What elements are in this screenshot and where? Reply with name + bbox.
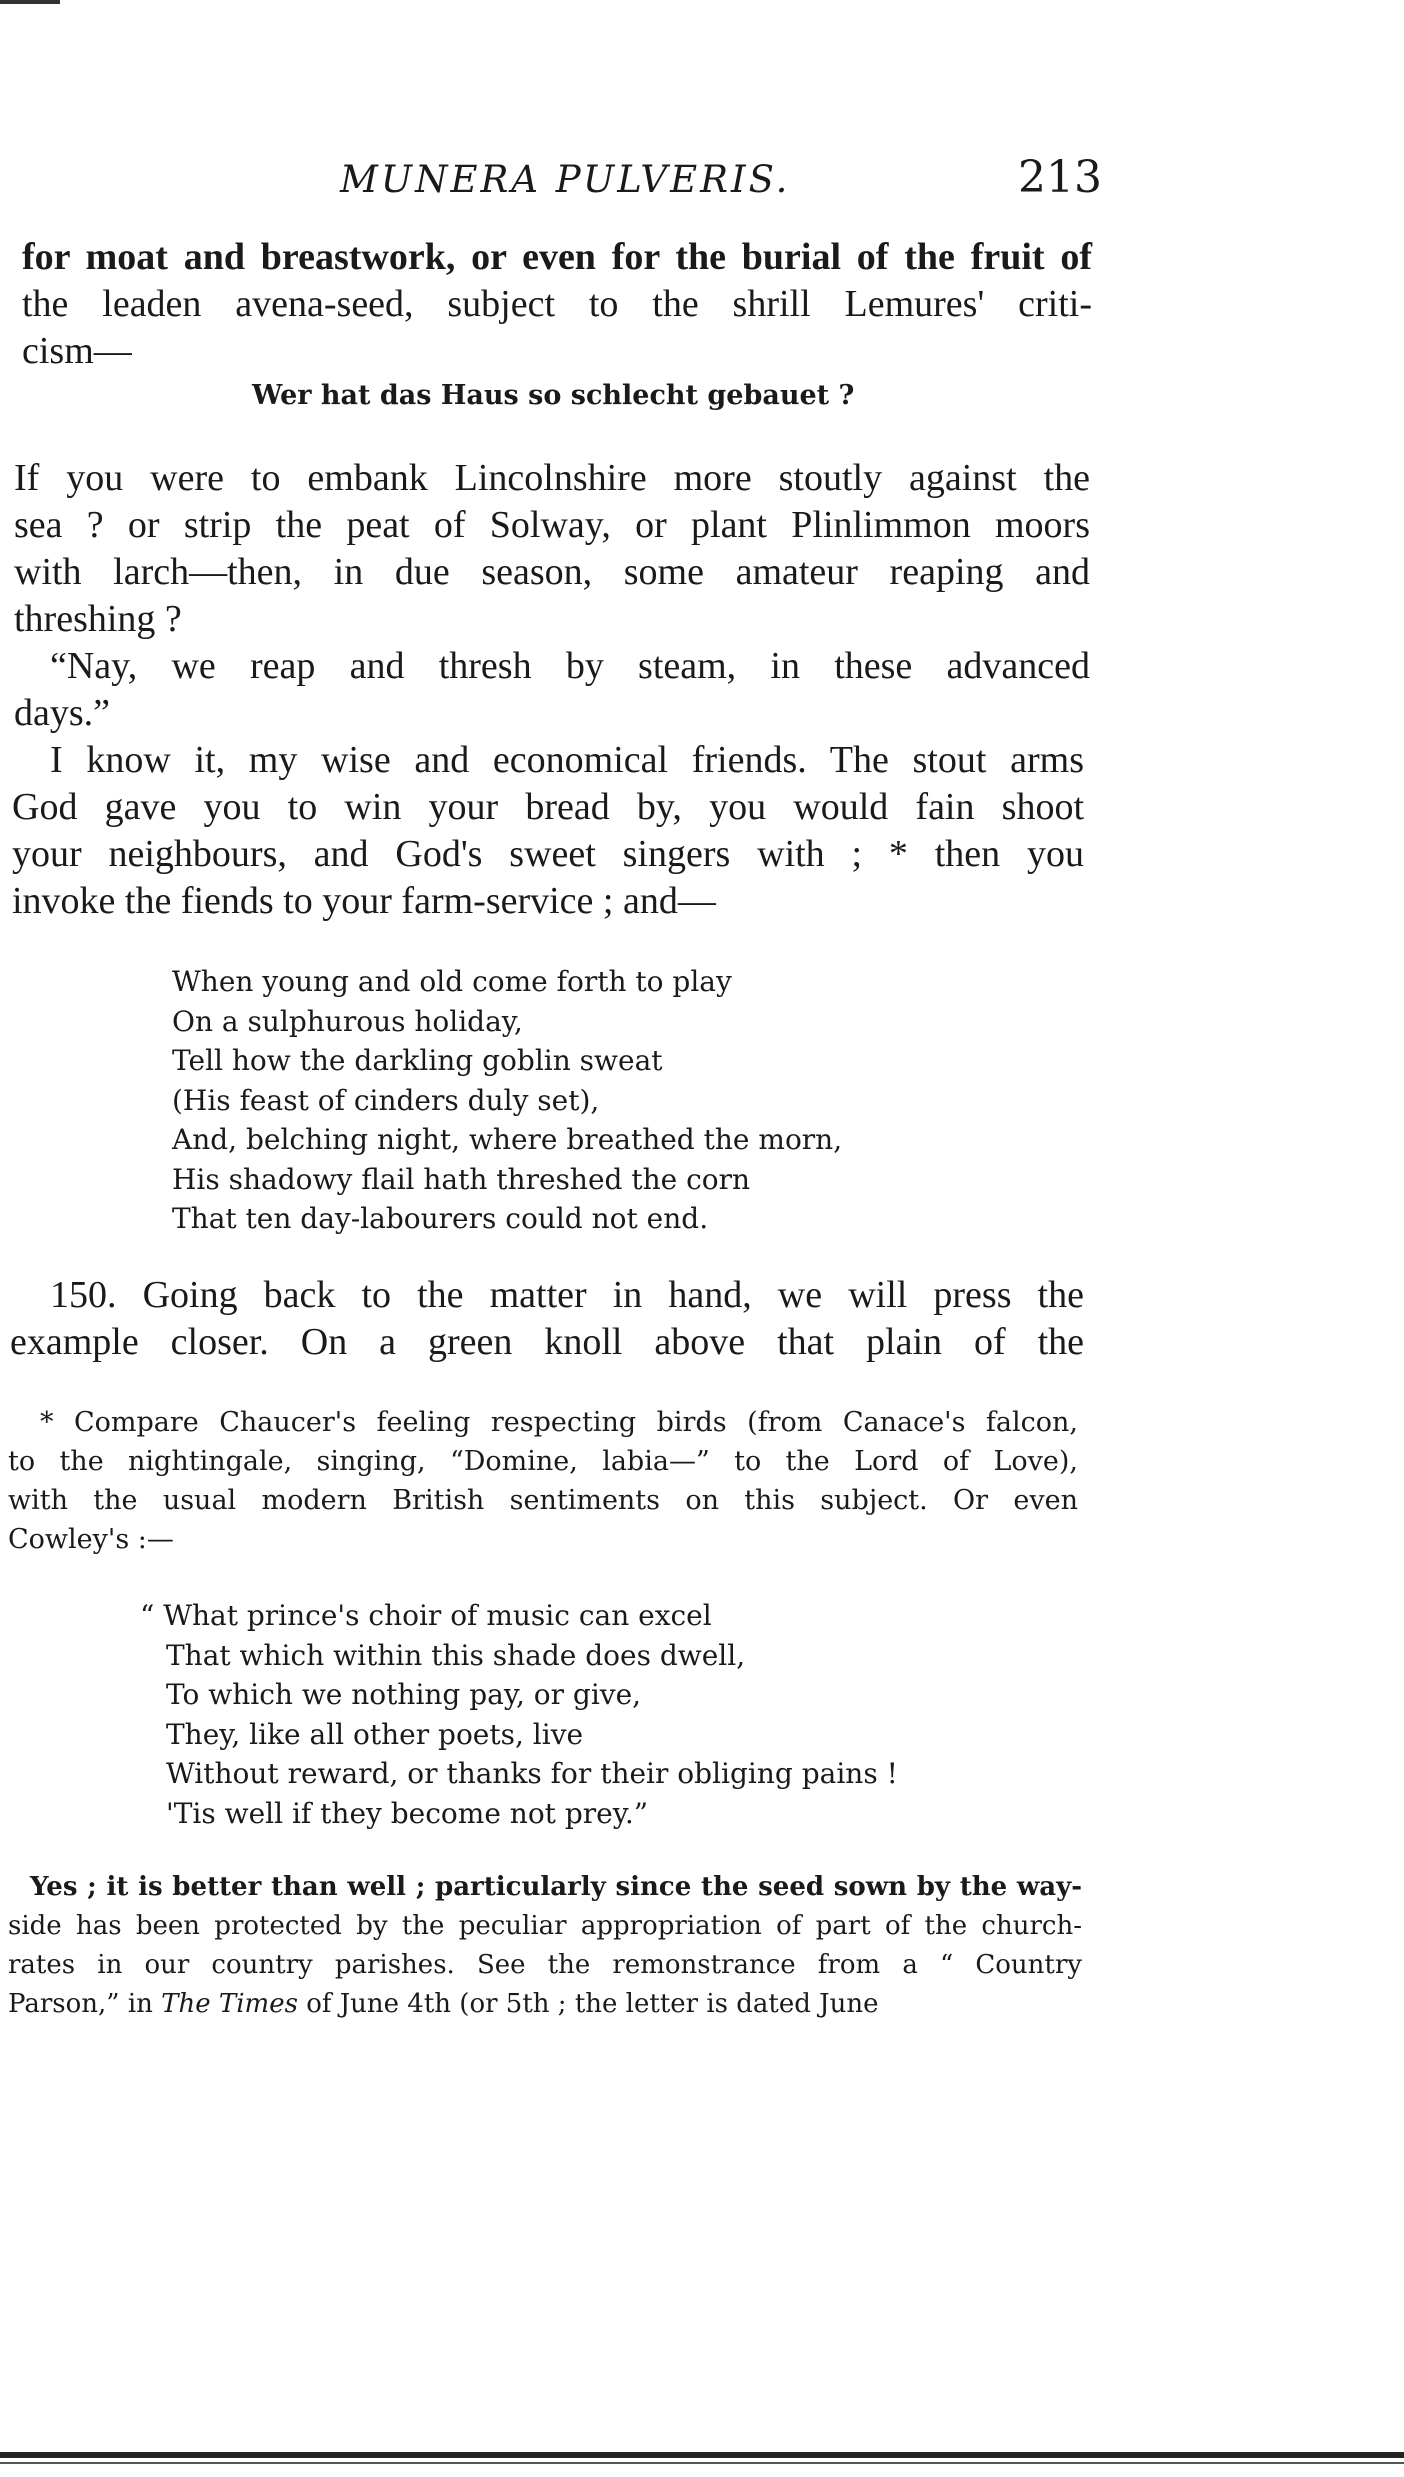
paragraph-friends (12, 737, 1084, 925)
text-line: “Nay, we reap and thresh by steam, in these advanced (50, 645, 1090, 687)
page-bottom-edge-line (0, 2462, 1404, 2464)
footnote-line: Yes ; it is better than well ; particularly since the seed sown by the way- (30, 1872, 1082, 1902)
text-line: I know it, my wise and economical friends. The stout arms (50, 739, 1084, 781)
scan-edge-mark (0, 0, 60, 4)
page-header (0, 148, 1404, 208)
text-line: God gave you to win your bread by, you would fain shoot (12, 786, 1084, 828)
paragraph-150 (10, 1272, 1084, 1366)
paragraph-continuation (22, 234, 1092, 375)
verse-goblin (172, 962, 972, 1239)
text-line: sea ? or strip the peat of Solway, or plant Plinlimmon moors (14, 504, 1090, 546)
footnote-line: to the nightingale, singing, “Domine, labia—” to the Lord of Love), (8, 1446, 1078, 1477)
text-line: 150. Going back to the matter in hand, we will press the (50, 1274, 1084, 1316)
verse-line: When young and old come forth to play (172, 965, 732, 998)
text-line: with larch—then, in due season, some amateur reaping and (14, 551, 1090, 593)
verse-line: They, like all other poets, live (166, 1717, 584, 1751)
text-line: If you were to embank Lincolnshire more stoutly against the (14, 457, 1090, 499)
verse-line: To which we nothing pay, or give, (166, 1678, 642, 1711)
verse-line: “ What prince's choir of music can excel (140, 1599, 712, 1632)
paragraph-steam (14, 643, 1090, 737)
page-bottom-edge (0, 2452, 1404, 2458)
verse-line: On a sulphurous holiday, (172, 1004, 523, 1038)
footnote-chaucer (8, 1403, 1078, 1559)
verse-line: His shadowy flail hath threshed the corn (172, 1162, 751, 1196)
text-line: days.” (14, 692, 111, 734)
page-number: 213 (1018, 152, 1102, 203)
verse-line: Tell how the darkling goblin sweat (172, 1044, 663, 1077)
footnote-line: side has been protected by the peculiar appropriation of part of the church- (8, 1911, 1082, 1941)
text-line: cism— (22, 330, 132, 372)
text-line: for moat and breastwork, or even for the burial of the fruit of (22, 236, 1092, 278)
verse-cowley (140, 1596, 1040, 1833)
verse-line: That ten day-labourers could not end. (172, 1202, 709, 1235)
verse-line: (His feast of cinders duly set), (172, 1083, 600, 1117)
german-quote (252, 376, 952, 415)
text-line: invoke the fiends to your farm-service ; and— (12, 880, 716, 922)
paragraph-lincolnshire (14, 455, 1090, 643)
verse-line: That which within this shade does dwell, (166, 1638, 746, 1672)
quote-line: Wer hat das Haus so schlecht gebauet ? (252, 380, 855, 411)
verse-line: 'Tis well if they become not prey.” (166, 1796, 649, 1830)
verse-line: Without reward, or thanks for their obliging pains ! (166, 1757, 898, 1790)
text-line: the leaden avena-seed, subject to the shrill Lemures' criti- (22, 283, 1092, 325)
footnote-line: with the usual modern British sentiments on this subject. Or even (8, 1485, 1078, 1516)
verse-line: And, belching night, where breathed the morn, (172, 1123, 843, 1156)
text-line: example closer. On a green knoll above that plain of the (10, 1321, 1084, 1363)
running-title: MUNERA PULVERIS. (340, 158, 791, 201)
footnote-continued (8, 1868, 1082, 2024)
footnote-line: Cowley's :— (8, 1524, 174, 1555)
text-line: your neighbours, and God's sweet singers with ; * then you (12, 833, 1084, 875)
footnote-line-with-italic (8, 1985, 1082, 2024)
footnote-text: of June 4th (or 5th ; the letter is dated June (297, 1989, 879, 2019)
footnote-line: * Compare Chaucer's feeling respecting birds (from Canace's falcon, (40, 1407, 1078, 1438)
footnote-line: rates in our country parishes. See the remonstrance from a “ Country (8, 1950, 1082, 1980)
text-line: threshing ? (14, 598, 182, 640)
footnote-text: Parson,” in (8, 1989, 162, 2019)
newspaper-title: The Times (161, 1989, 298, 2019)
